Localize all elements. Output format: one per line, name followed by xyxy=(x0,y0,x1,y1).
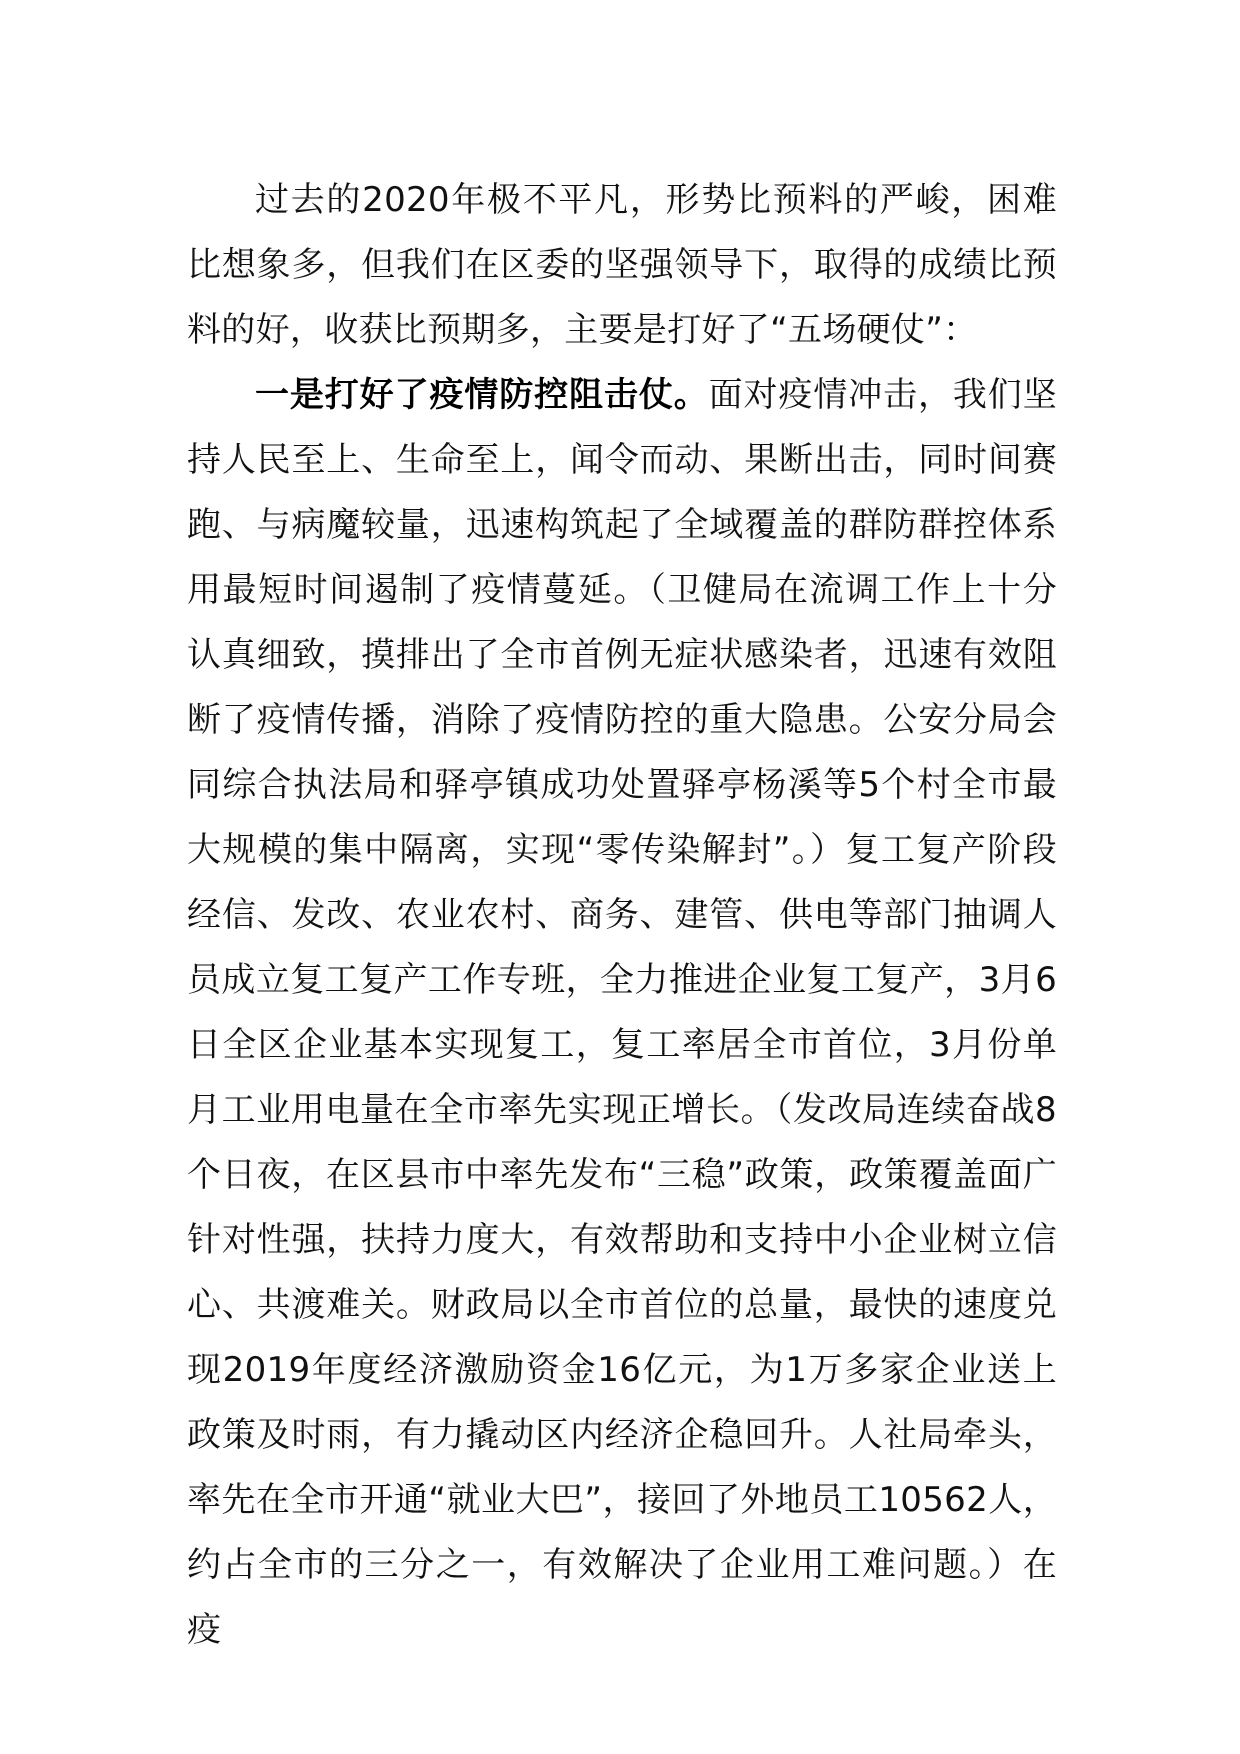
paragraph-intro xyxy=(187,168,1057,363)
paragraph-body-text: 面对疫情冲击，我们坚持人民至上、生命至上，闻令而动、果断出击，同时间赛跑、与病魔较量，迅速构筑起了全域覆盖的群防群控体系用最短时间遏制了疫情蔓延。（卫健局在流调工作上十分认真细致，摸排出了全市首例无症状感染者，迅速有效阻断了疫情传播，消除了疫情防控的重大隐患。公安分局会同综合执法局和驿亭镇成功处置驿亭杨溪等5个村全市最大规模的集中隔离，实现“零传染解封”。）复工复产阶段经信、发改、农业农村、商务、建管、供电等部门抽调人员成立复工复产工作专班，全力推进企业复工复产，3月6日全区企业基本实现复工，复工率居全市首位，3月份单月工业用电量在全市率先实现正增长。（发改局连续奋战8个日夜，在区县市中率先发布“三稳”政策，政策覆盖面广针对性强，扶持力度大，有效帮助和支持中小企业树立信心、共渡难关。财政局以全市首位的总量，最快的速度兑现2019年度经济激励资金16亿元，为1万多家企业送上政策及时雨，有力撬动区内经济企稳回升。人社局牵头，率先在全市开通“就业大巴”，接回了外地员工10562人，约占全市的三分之一，有效解决了企业用工难问题。）在疫 xyxy=(187,375,1057,1650)
paragraph-epidemic-control xyxy=(187,363,1057,1663)
document-body xyxy=(187,168,1057,1663)
paragraph-heading: 一是打好了疫情防控阻击仗。 xyxy=(255,375,709,415)
paragraph-intro-text: 过去的2020年极不平凡，形势比预料的严峻，困难比想象多，但我们在区委的坚强领导下，取得的成绩比预料的好，收获比预期多，主要是打好了“五场硬仗”： xyxy=(187,180,1057,350)
